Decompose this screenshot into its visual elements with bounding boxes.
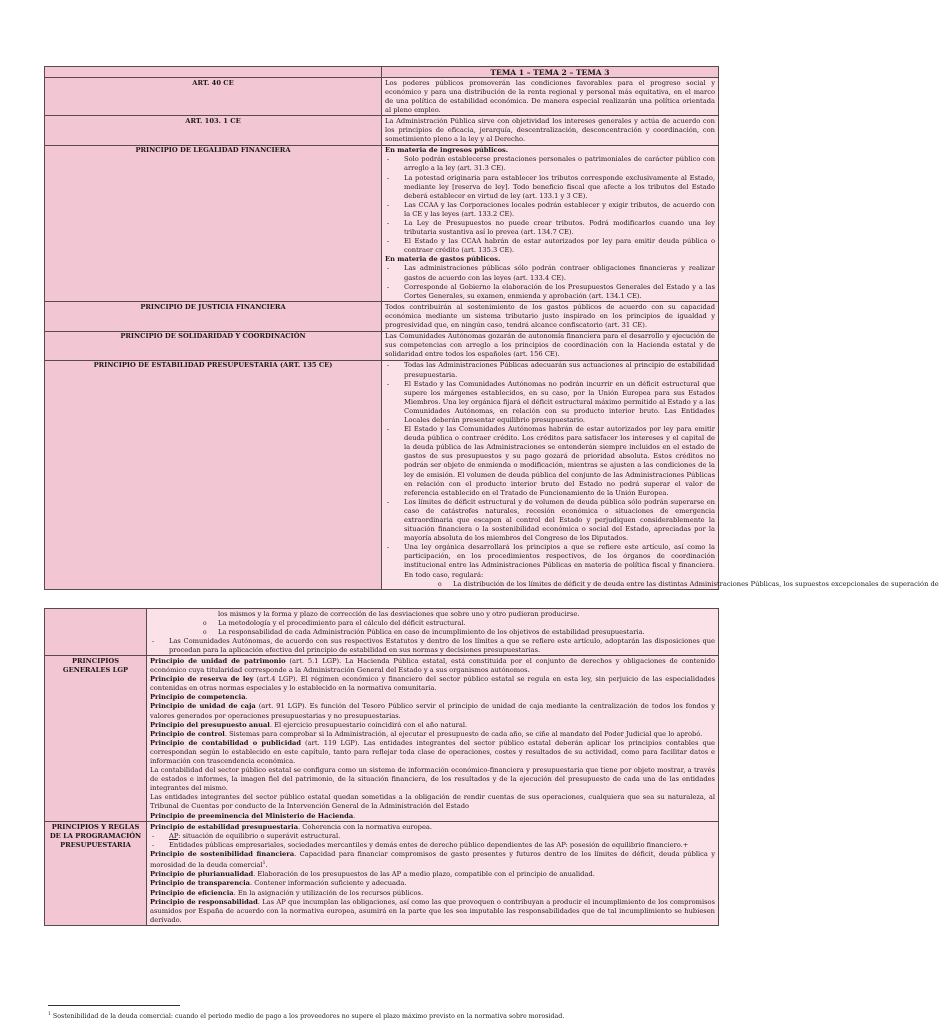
- paragraph: Las entidades integrantes del sector público estatal quedan sometidas a la obligación de rendir cuentas de sus operaciones, cualquiera que sea su naturaleza, al Tribunal de Cuentas por conducto de la Intervención General de la Administración del Estado: [150, 793, 715, 811]
- sub-list-item-continuation: los mismos y la forma y plazo de corrección de las desviaciones que sobre uno y otro pudieran producirse.: [218, 609, 580, 618]
- row-content: [147, 609, 719, 656]
- list-item: - La potestad originaria para establecer los tributos corresponde exclusivamente al Estado, mediante ley [reserva de ley]. Todo beneficio fiscal que afecte a los tributos del Estado deberá establecer en virtud de ley (art. 133.1 y 3 CE).: [385, 174, 715, 201]
- principle-text: (art. 91 LGP). Es función del Tesoro Público servir el principio de unidad de caja mediante la centralización de todos los fondos y valores generados por operaciones presupuestarias y no presupuestarias.: [150, 702, 715, 720]
- list-item: - Los límites de déficit estructural y de volumen de deuda pública sólo podrán superarse en caso de catástrofes naturales, recesión económica o situaciones de emergencia extraordinaria que escapen al control del Estado y perjudiquen considerablemente la situación financiera o la sostenibilidad económica o social del Estado, apreciadas por la mayoría absoluta de los miembros del Congreso de los Diputados.: [385, 498, 715, 543]
- table-header-row: [45, 67, 719, 78]
- section-heading: En materia de ingresos públicos.: [385, 146, 509, 155]
- header-empty-cell: [45, 67, 382, 78]
- principle-text: . Elaboración de los presupuestos de las AP a medio plazo, compatible con el principio de anualidad.: [253, 870, 595, 879]
- table-row: [45, 656, 719, 822]
- principle-title: Principio de preeminencia del Ministerio de Hacienda: [150, 811, 354, 820]
- principle-title: Principio de estabilidad presupuestaria: [150, 822, 299, 831]
- principle-text: . Las AP que incumplan las obligaciones, así como las que provoquen o contribuyan a producir el incumplimiento de los compromisos asumidos por España de acuerdo con la normativa europea, asumirá en la parte que les sea imputable las responsabilidades que de tal incumplimiento se hubiesen derivado.: [150, 897, 715, 924]
- bullet-list: [150, 637, 715, 655]
- section-heading: En materia de gastos públicos.: [385, 255, 501, 264]
- paragraph: [150, 898, 715, 925]
- page-title: TEMA 1 – TEMA 2 – TEMA 3: [382, 67, 719, 78]
- row-text: Los poderes públicos promoverán las condiciones favorables para el progreso social y económico y para una distribución de la renta regional y personal más equitativa, en el marco de una política de estabilidad económica. De manera especial realizarán una política orientada al pleno empleo.: [382, 78, 719, 116]
- principle-text: (art.4 LGP). El régimen económico y financiero del sector público estatal se regula en esta ley, sin perjuicio de las especialidades contenidas en otras normas especiales y lo establecido en la normativa comunitaria.: [150, 675, 716, 693]
- paragraph: [150, 730, 715, 739]
- table-row: [45, 331, 719, 360]
- row-content: [147, 656, 719, 822]
- principle-title: Principio de competencia: [150, 693, 246, 702]
- principle-text: (art. 5.1 LGP). La Hacienda Pública estatal, está constituida por el conjunto de derechos y obligaciones de contenido económico cuya titularidad corresponde a la Administración General del Estado y a sus organismos autónomos.: [150, 656, 715, 675]
- table-row: [45, 78, 719, 116]
- paragraph: [150, 879, 715, 888]
- principle-text: . Sistemas para comprobar si la Administración, al ejecutar el presupuesto de cada año, se ciñe al mandato del Poder Judicial que lo aprobó.: [224, 729, 703, 738]
- row-text: Las Comunidades Autónomas gozarán de autonomía financiera para el desarrollo y ejecución de sus competencias con arreglo a los principios de coordinación con la Hacienda estatal y de solidaridad entre todos los españoles (art. 156 CE).: [382, 331, 719, 360]
- list-item: - Una ley orgánica desarrollará los principios a que se refiere este artículo, así como la participación, en los procedimientos respectivos, de los órganos de coordinación institucional entre las Administraciones Públicas en materia de política fiscal y financiera. En todo caso, regulará:: [385, 543, 715, 579]
- row-label: PRINCIPIO DE JUSTICIA FINANCIERA: [45, 302, 382, 331]
- footnote: [48, 1011, 564, 1021]
- table-row: [45, 360, 719, 589]
- list-item: - Las administraciones públicas sólo podrán contraer obligaciones financieras y realizar gastos de acuerdo con las leyes (art. 133.4 CE).: [385, 264, 715, 282]
- principle-text: . Coherencia con la normativa europea.: [298, 822, 433, 831]
- bullet-list: [385, 264, 715, 300]
- sub-list: [385, 579, 939, 589]
- principle-text: (art. 119 LGP). Las entidades integrantes del sector público estatal deberán aplicar los principios contables que correspondan según lo establecido en este capítulo, tanto para reflejar toda clase de operaciones, costes y resultados de su actividad, como para facilitar datos e información con trascendencia económica.: [150, 738, 715, 765]
- principle-text: . En la asignación y utilización de los recursos públicos.: [233, 888, 424, 897]
- table-row: [45, 145, 719, 302]
- list-item: - Todas las Administraciones Públicas adecuarán sus actuaciones al principio de estabilidad presupuestaria.: [385, 361, 715, 379]
- row-label: PRINCIPIO DE SOLIDARIDAD Y COORDINACIÓN: [45, 331, 382, 360]
- footnote-ref[interactable]: 1: [262, 861, 266, 867]
- list-item: - El Estado y las Comunidades Autónomas no podrán incurrir en un déficit estructural que supere los márgenes establecidos, en su caso, por la Unión Europea para sus Estados Miembros. Una ley orgánica fijará el déficit estructural máximo permitido al Estado y a las Comunidades Autónomas, en relación con su producto interior bruto. Las Entidades Locales deberán presentar equilibrio presupuestario.: [385, 380, 715, 425]
- sub-list: [150, 610, 715, 619]
- paragraph: [150, 657, 715, 675]
- principle-title: Principio de unidad de patrimonio: [150, 656, 286, 665]
- footnote-divider: [48, 1005, 180, 1006]
- paragraph: [150, 739, 715, 766]
- row-label: PRINCIPIOS Y REGLAS DE LA PROGRAMACIÓN PRESUPUESTARIA: [45, 822, 147, 926]
- row-content: [382, 145, 719, 302]
- principle-title: Principio de unidad de caja: [150, 702, 256, 711]
- bullet-list: [385, 155, 715, 255]
- sub-list-item: o La metodología y el procedimiento para el cálculo del déficit estructural.: [150, 619, 715, 628]
- paragraph: [150, 823, 715, 832]
- principle-title: Principio de sostenibilidad financiera: [150, 849, 295, 858]
- principle-title: Principio de reserva de ley: [150, 675, 254, 684]
- principle-text: . Contener información suficiente y adecuada.: [250, 879, 407, 888]
- row-label: PRINCIPIO DE ESTABILIDAD PRESUPUESTARIA (ART. 135 CE): [45, 360, 382, 589]
- footnote-text: Sostenibilidad de la deuda comercial: cuando el periodo medio de pago a los proveedores no supere el plazo máximo previsto en la normativa sobre morosidad.: [50, 1013, 565, 1021]
- list-item-text: : situación de equilibrio o superávit estructural.: [178, 831, 341, 840]
- principle-title: Principio de responsabilidad: [150, 897, 258, 906]
- sub-list: [150, 619, 715, 637]
- principles-table-top: [44, 66, 939, 590]
- list-item: - Entidades públicas empresariales, sociedades mercantiles y demás entes de derecho público dependientes de las AP: posesión de equilibrio financiero.+: [150, 841, 715, 850]
- row-label: ART. 103. 1 CE: [45, 116, 382, 145]
- paragraph: [150, 721, 715, 730]
- principle-text: .: [245, 693, 248, 702]
- principle-text: . Capacidad para financiar compromisos de gasto presentes y futuros dentro de los límites de déficit, deuda pública y morosidad de la deuda comercial: [150, 849, 715, 870]
- principle-title: Principio de plurianualidad: [150, 870, 254, 879]
- row-label: PRINCIPIOS GENERALES LGP: [45, 656, 147, 822]
- paragraph: [150, 812, 715, 821]
- principle-title: Principio de control: [150, 729, 225, 738]
- bullet-list: [150, 832, 715, 850]
- principle-title: Principio de transparencia: [150, 879, 250, 888]
- paragraph: [150, 889, 715, 898]
- list-item: - Corresponde al Gobierno la elaboración de los Presupuestos Generales del Estado y a las Cortes Generales, su examen, enmienda y aprobación (art. 134.1 CE).: [385, 283, 715, 301]
- principle-text-end: .: [265, 861, 268, 870]
- paragraph: [150, 693, 715, 702]
- paragraph: La contabilidad del sector público estatal se configura como un sistema de información económico-financiera y presupuestaria que tiene por objeto mostrar, a través de estados e informes, la imagen fiel del patrimonio, de la situación financiera, de los resultados y de la ejecución del presupuesto de cada una de las entidades integrantes del mismo.: [150, 766, 715, 793]
- paragraph: [150, 702, 715, 720]
- list-item: - La Ley de Presupuestos no puede crear tributos. Podrá modificarlos cuando una ley tributaria sustantiva así lo prevea (art. 134.7 CE).: [385, 219, 715, 237]
- principles-table-bottom: [44, 608, 719, 926]
- row-label-empty: [45, 609, 147, 656]
- table-row: [45, 822, 719, 926]
- sub-list-item: o La responsabilidad de cada Administración Pública en caso de incumplimiento de los objetivos de estabilidad presupuestaria.: [150, 628, 715, 637]
- list-item: - El Estado y las CCAA habrán de estar autorizados por ley para emitir deuda pública o contraer crédito (art. 135.3 CE).: [385, 237, 715, 255]
- paragraph: [150, 675, 715, 693]
- list-item: - Las Comunidades Autónomas, de acuerdo con sus respectivos Estatutos y dentro de los límites a que se refiere este artículo, adoptarán las disposiciones que procedan para la aplicación efectiva del principio de estabilidad en sus normas y decisiones presupuestarias.: [150, 637, 715, 655]
- list-item: [150, 832, 715, 841]
- row-content: [382, 360, 939, 589]
- row-label: PRINCIPIO DE LEGALIDAD FINANCIERA: [45, 145, 382, 302]
- table-row: [45, 116, 719, 145]
- row-content: [147, 822, 719, 926]
- sub-list-item: o La distribución de los límites de déficit y de deuda entre las distintas Administraciones Públicas, los supuestos excepcionales de superación de: [385, 580, 715, 589]
- principle-title: Principio de eficiencia: [150, 888, 234, 897]
- footnote-mark: 1: [48, 1012, 51, 1017]
- ap-abbreviation: AP: [169, 831, 179, 840]
- principle-title: Principio de contabilidad o publicidad: [150, 738, 302, 747]
- list-item: - Solo podrán establecerse prestaciones personales o patrimoniales de carácter público con arreglo a la ley (art. 31.3 CE).: [385, 155, 715, 173]
- list-item: - Las CCAA y las Corporaciones locales podrán establecer y exigir tributos, de acuerdo con la CE y las leyes (art. 133.2 CE).: [385, 201, 715, 219]
- table-row: [45, 302, 719, 331]
- paragraph: [150, 850, 715, 870]
- principle-text: .: [353, 811, 356, 820]
- principle-title: Principio del presupuesto anual: [150, 720, 270, 729]
- principle-text: . El ejercicio presupuestario coincidirá con el año natural.: [269, 720, 468, 729]
- row-text: Todos contribuirán al sostenimiento de los gastos públicos de acuerdo con su capacidad económica mediante un sistema tributario justo inspirado en los principios de igualdad y progresividad que, en ningún caso, tendrá alcance confiscatorio (art. 31 CE).: [382, 302, 719, 331]
- paragraph: [150, 870, 715, 879]
- row-text: La Administración Pública sirve con objetividad los intereses generales y actúa de acuerdo con los principios de eficacia, jerarquía, descentralización, desconcentración y coordinación, con sometimiento pleno a la ley y al Derecho.: [382, 116, 719, 145]
- bullet-list: [385, 361, 715, 579]
- list-item: - El Estado y las Comunidades Autónomas habrán de estar autorizados por ley para emitir deuda pública o contraer crédito. Los créditos para satisfacer los intereses y el capital de la deuda pública de las Administraciones se entenderán siempre incluidos en el estado de gastos de sus presupuestos y su pago gozará de prioridad absoluta. Estos créditos no podrán ser objeto de enmienda o modificación, mientras se ajusten a las condiciones de la ley de emisión. El volumen de deuda pública del conjunto de las Administraciones Públicas en relación con el producto interior bruto del Estado no podrá superar el valor de referencia establecido en el Tratado de Funcionamiento de la Unión Europea.: [385, 425, 715, 498]
- row-label: ART. 40 CE: [45, 78, 382, 116]
- table-row: [45, 609, 719, 656]
